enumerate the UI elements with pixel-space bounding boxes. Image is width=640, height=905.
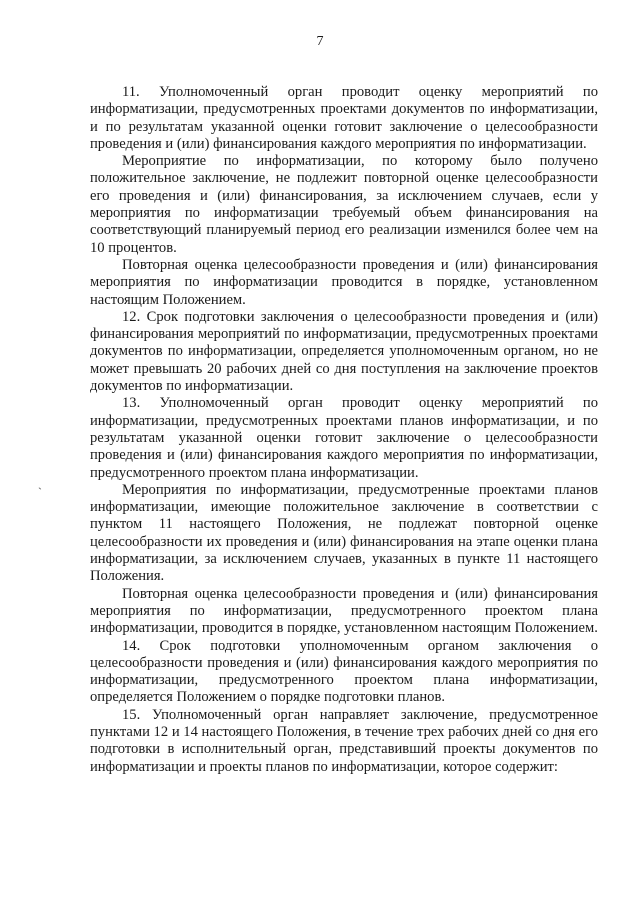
paragraph-item-15: 15. Уполномоченный орган направляет заключение, предусмотренное пунктами 12 и 14 настоящего Положения, в течение трех рабочих дней со дня его подготовки в исполнительный орган, представивший проекты документов по информатизации и проекты планов по информатизации, которое содержит: — [90, 706, 598, 775]
paragraph-repeat-assessment: Повторная оценка целесообразности проведения и (или) финансирования мероприятия по информатизации проводится в порядке, установленном настоящим Положением. — [90, 256, 598, 308]
paragraph-item-14: 14. Срок подготовки уполномоченным органом заключения о целесообразности проведения и (или) финансирования каждого мероприятия по информатизации, предусмотренного проектом плана информатизации, определяется Положением о порядке подготовки планов. — [90, 637, 598, 706]
document-body — [90, 84, 598, 776]
paragraph-item-13: 13. Уполномоченный орган проводит оценку мероприятий по информатизации, предусмотренных проектами планов информатизации, и по результатам указанной оценки готовит заключение о целесообразности проведения и (или) финансирования каждого мероприятия по информатизации, предусмотренного проектом плана информатизации. — [90, 395, 598, 481]
paragraph-item-12: 12. Срок подготовки заключения о целесообразности проведения и (или) финансирования мероприятий по информатизации, предусмотренных проектами документов по информатизации, определяется уполномоченным органом, но не может превышать 20 рабочих дней со дня поступления на заключение проектов документов по информатизации. — [90, 308, 598, 395]
paragraph-item-11: 11. Уполномоченный орган проводит оценку мероприятий по информатизации, предусмотренных проектами документов по информатизации, и по результатам указанной оценки готовит заключение о целесообразности проведения и (или) финансирования каждого мероприятия по информатизации. — [90, 84, 598, 152]
page-number: 7 — [316, 34, 324, 49]
paragraph-plan-measures: Мероприятия по информатизации, предусмотренные проектами планов информатизации, имеющие положительное заключение в соответствии с пунктом 11 настоящего Положения, не подлежат повторной оценке целесообразности их проведения и (или) финансирования на этапе оценки плана информатизации, за исключением случаев, указанных в пункте 11 настоящего Положения. — [90, 481, 598, 585]
paragraph-repeat-assessment-plan: Повторная оценка целесообразности проведения и (или) финансирования мероприятия по информатизации, предусмотренного проектом плана информатизации, проводится в порядке, установленном настоящим Положением. — [90, 585, 598, 637]
paragraph-positive-conclusion: Мероприятие по информатизации, по которому было получено положительное заключение, не подлежит повторной оценке целесообразности его проведения и (или) финансирования, за исключением случаев, если у мероприятия по информатизации требуемый объем финансирования на соответствующий планируемый период его реализации изменился более чем на 10 процентов. — [90, 153, 598, 256]
stray-mark: ` — [38, 485, 42, 499]
